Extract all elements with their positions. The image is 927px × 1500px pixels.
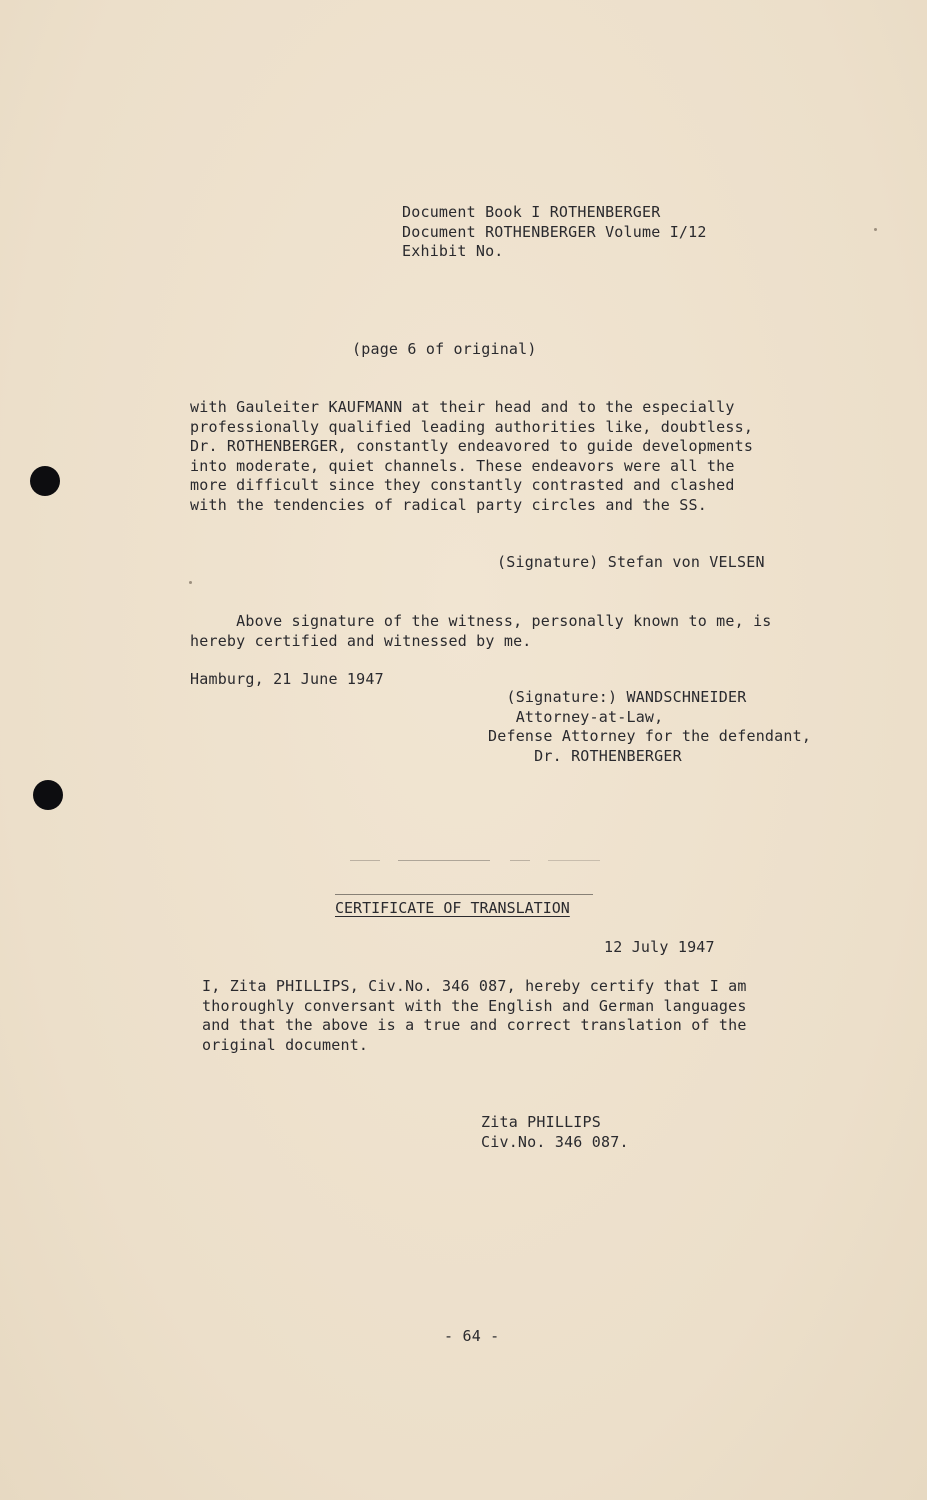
punch-hole-lower bbox=[33, 780, 63, 810]
faint-rule bbox=[510, 860, 530, 861]
certificate-text bbox=[202, 977, 747, 1055]
place-date: Hamburg, 21 June 1947 bbox=[190, 670, 384, 688]
header-volume-line: Document ROTHENBERGER Volume I/12 bbox=[402, 222, 707, 241]
certificate-text-line: and that the above is a true and correct translation of the bbox=[202, 1016, 747, 1035]
translator-civ-number: Civ.No. 346 087. bbox=[481, 1132, 629, 1151]
certificate-overline bbox=[335, 894, 593, 895]
document-header bbox=[402, 203, 707, 262]
page-number: - 64 - bbox=[444, 1327, 500, 1345]
body-line: with the tendencies of radical party circles and the SS. bbox=[190, 495, 707, 514]
certificate-text-line: original document. bbox=[202, 1035, 369, 1054]
paper-speck bbox=[874, 228, 877, 231]
page-of-original-note: (page 6 of original) bbox=[352, 340, 537, 358]
certificate-title: CERTIFICATE OF TRANSLATION bbox=[335, 899, 570, 917]
certification-paragraph bbox=[190, 612, 772, 651]
attorney-signature-block bbox=[488, 688, 811, 766]
attorney-role-line: Defense Attorney for the defendant, bbox=[488, 727, 812, 746]
body-paragraph bbox=[190, 398, 753, 516]
faint-rule bbox=[350, 860, 380, 861]
body-line: into moderate, quiet channels. These endeavors were all the bbox=[190, 456, 735, 475]
certificate-text-line: thoroughly conversant with the English and German languages bbox=[202, 996, 747, 1015]
body-line: Dr. ROTHENBERGER, constantly endeavored to guide developments bbox=[190, 437, 754, 456]
certificate-date: 12 July 1947 bbox=[604, 938, 715, 956]
header-exhibit-line: Exhibit No. bbox=[402, 242, 504, 261]
paper-speck bbox=[189, 581, 192, 584]
translator-signature bbox=[481, 1113, 629, 1152]
faint-rule bbox=[548, 860, 600, 861]
body-line: professionally qualified leading authorities like, doubtless, bbox=[190, 417, 754, 436]
faint-rule bbox=[398, 860, 490, 861]
punch-hole-upper bbox=[30, 466, 60, 496]
certification-line: hereby certified and witnessed by me. bbox=[190, 631, 532, 650]
header-book-line: Document Book I ROTHENBERGER bbox=[402, 203, 661, 221]
attorney-signature-line: (Signature:) WANDSCHNEIDER bbox=[488, 688, 747, 706]
translator-name: Zita PHILLIPS bbox=[481, 1113, 601, 1131]
attorney-defendant-line: Dr. ROTHENBERGER bbox=[488, 746, 682, 765]
body-line: with Gauleiter KAUFMANN at their head and to the especially bbox=[190, 398, 735, 416]
body-line: more difficult since they constantly contrasted and clashed bbox=[190, 476, 735, 495]
witness-signature: (Signature) Stefan von VELSEN bbox=[497, 553, 765, 571]
attorney-title-line: Attorney-at-Law, bbox=[488, 707, 664, 726]
certificate-text-line: I, Zita PHILLIPS, Civ.No. 346 087, hereby certify that I am bbox=[202, 977, 747, 995]
certification-line: Above signature of the witness, personally known to me, is bbox=[190, 612, 772, 630]
